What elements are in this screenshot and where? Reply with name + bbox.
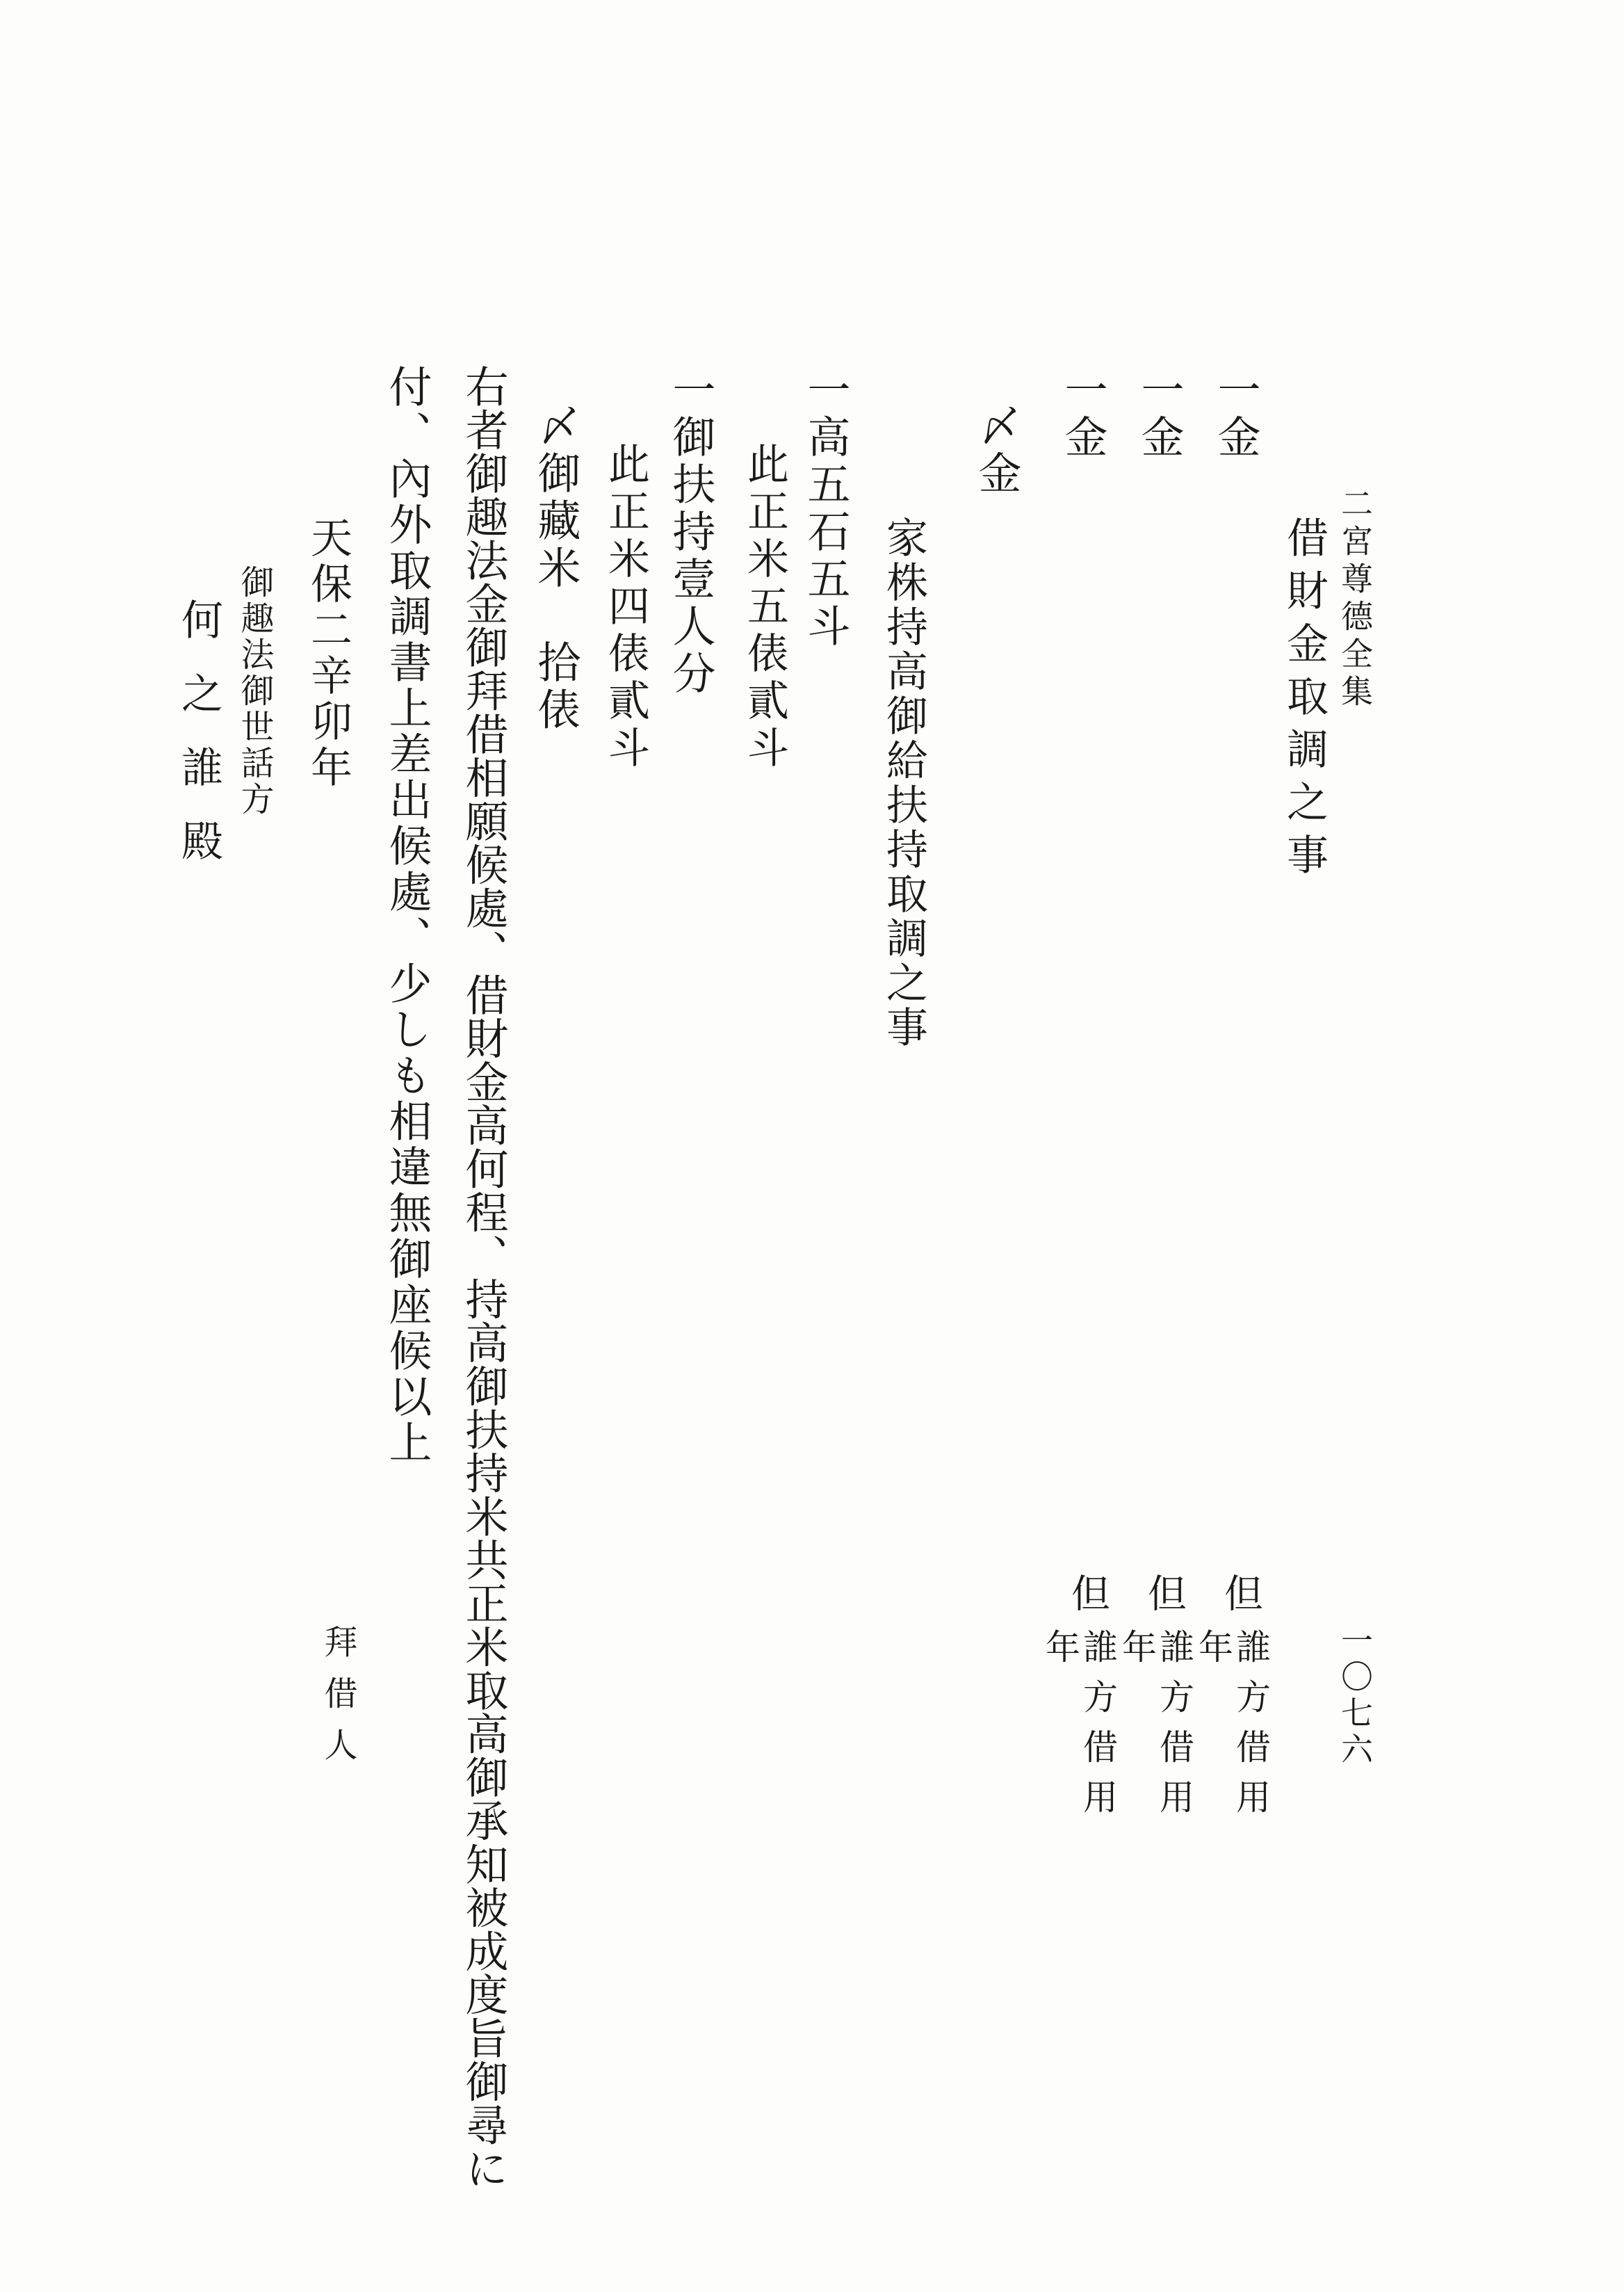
note-subject: 誰方借用 bbox=[1078, 1629, 1118, 1829]
borrower-label: 拜借人 bbox=[318, 1624, 357, 1779]
note-tadashi: 但 bbox=[1218, 1573, 1263, 1612]
section-title-debt: 借財金取調之事 bbox=[1280, 516, 1329, 886]
debt-item-3: 一金 bbox=[1057, 367, 1108, 462]
body-text-line-1: 右者御趣法金御拜借相願候處、借財金高何程、持高御扶持米共正米取高御承知被成度旨御尋に bbox=[458, 364, 509, 2190]
debt-item-1: 一金 bbox=[1210, 367, 1261, 462]
note-subject: 誰方借用 bbox=[1231, 1629, 1271, 1829]
note-subject: 誰方借用 bbox=[1154, 1629, 1194, 1829]
note-year: 年 bbox=[1193, 1629, 1233, 1665]
signature-office: 御趣法御世話方 bbox=[235, 565, 274, 818]
page-number: 一〇七六 bbox=[1336, 1624, 1374, 1768]
section-title-holdings: 家株持高御給扶持取調之事 bbox=[879, 516, 928, 1050]
note-tadashi: 但 bbox=[1142, 1573, 1187, 1612]
signature-addressee: 何之誰殿 bbox=[174, 598, 223, 893]
holding-line-2: 此正米五俵貳斗 bbox=[740, 442, 789, 773]
holding-line-5: 〆御藏米 拾俵 bbox=[530, 403, 581, 734]
note-year: 年 bbox=[1116, 1629, 1157, 1665]
debt-item-2: 一金 bbox=[1134, 367, 1185, 462]
holding-line-4: 此正米四俵貳斗 bbox=[601, 442, 650, 773]
signature-date: 天保二辛卯年 bbox=[304, 516, 352, 791]
note-tadashi: 但 bbox=[1065, 1573, 1110, 1612]
holding-line-1: 一高五石五斗 bbox=[800, 367, 851, 651]
book-title: 二宮尊德全集 bbox=[1336, 487, 1374, 712]
debt-total: 〆金 bbox=[971, 403, 1022, 498]
body-text-line-2: 付、內外取調書上差出候處、少しも相違無御座候以上 bbox=[382, 364, 432, 1466]
holding-line-3: 一御扶持壹人分 bbox=[665, 367, 716, 698]
note-year: 年 bbox=[1040, 1629, 1080, 1665]
